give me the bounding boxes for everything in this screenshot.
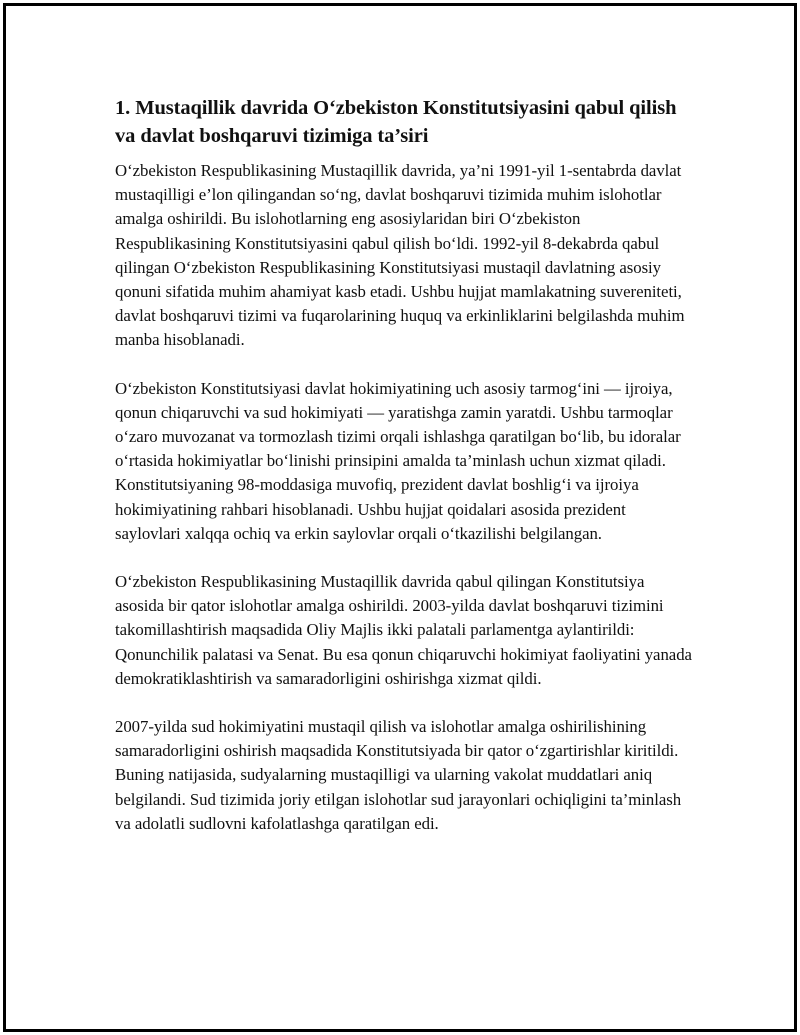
document-body [115, 94, 695, 860]
paragraph-1: O‘zbekiston Respublikasining Mustaqillik davrida, ya’ni 1991-yil 1-sentabrda davlat mustaqilligi e’lon qilingandan so‘ng, davlat boshqaruvi tizimida muhim islohotlar amalga oshirildi. Bu islohotlarning eng asosiylaridan biri O‘zbekiston Respublikasining Konstitutsiyasini qabul qilish bo‘ldi. 1992-yil 8-dekabrda qabul qilingan O‘zbekiston Respublikasining Konstitutsiyasi mustaqil davlatning asosiy qonuni sifatida muhim ahamiyat kasb etadi. Ushbu hujjat mamlakatning suvereniteti, davlat boshqaruvi tizimi va fuqarolarining huquq va erkinliklarini belgilashda muhim manba hisoblanadi. [115, 161, 685, 350]
paragraph-2: O‘zbekiston Konstitutsiyasi davlat hokimiyatining uch asosiy tarmog‘ini — ijroiya, qonun chiqaruvchi va sud hokimiyati — yaratishga zamin yaratdi. Ushbu tarmoqlar o‘zaro muvozanat va tormozlash tizimi orqali ishlashga qaratilgan bo‘lib, bu idoralar o‘rtasida hokimiyatlar bo‘linishi prinsipini amalda ta’minlash uchun xizmat qiladi. Konstitutsiyaning 98-moddasiga muvofiq, prezident davlat boshlig‘i va ijroiya hokimiyatining rahbari hisoblanadi. Ushbu hujjat qoidalari asosida prezident saylovlari xalqqa ochiq va erkin saylovlar orqali o‘tkazilishi belgilangan. [115, 378, 681, 543]
paragraph-3: O‘zbekiston Respublikasining Mustaqillik davrida qabul qilingan Konstitutsiya asosida bir qator islohotlar amalga oshirildi. 2003-yilda davlat boshqaruvi tizimini takomillashtirish maqsadida Oliy Majlis ikki palatali parlamentga aylantirildi: Qonunchilik palatasi va Senat. Bu esa qonun chiqaruvchi hokimiyat faoliyatini yanada demokratiklashtirish va samaradorligini oshirishga xizmat qildi. [115, 572, 692, 688]
section-title: 1. Mustaqillik davrida O‘zbekiston Konstitutsiyasini qabul qilish va davlat boshqaruvi tizimiga ta’siri [115, 97, 677, 147]
paragraph-4: 2007-yilda sud hokimiyatini mustaqil qilish va islohotlar amalga oshirilishining samaradorligini oshirish maqsadida Konstitutsiyada bir qator o‘zgartirishlar kiritildi. Buning natijasida, sudyalarning mustaqilligi va ularning vakolat muddatlari aniq belgilandi. Sud tizimida joriy etilgan islohotlar sud jarayonlari ochiqligini ta’minlash va adolatli sudlovni kafolatlashga qaratilgan edi. [115, 717, 682, 833]
